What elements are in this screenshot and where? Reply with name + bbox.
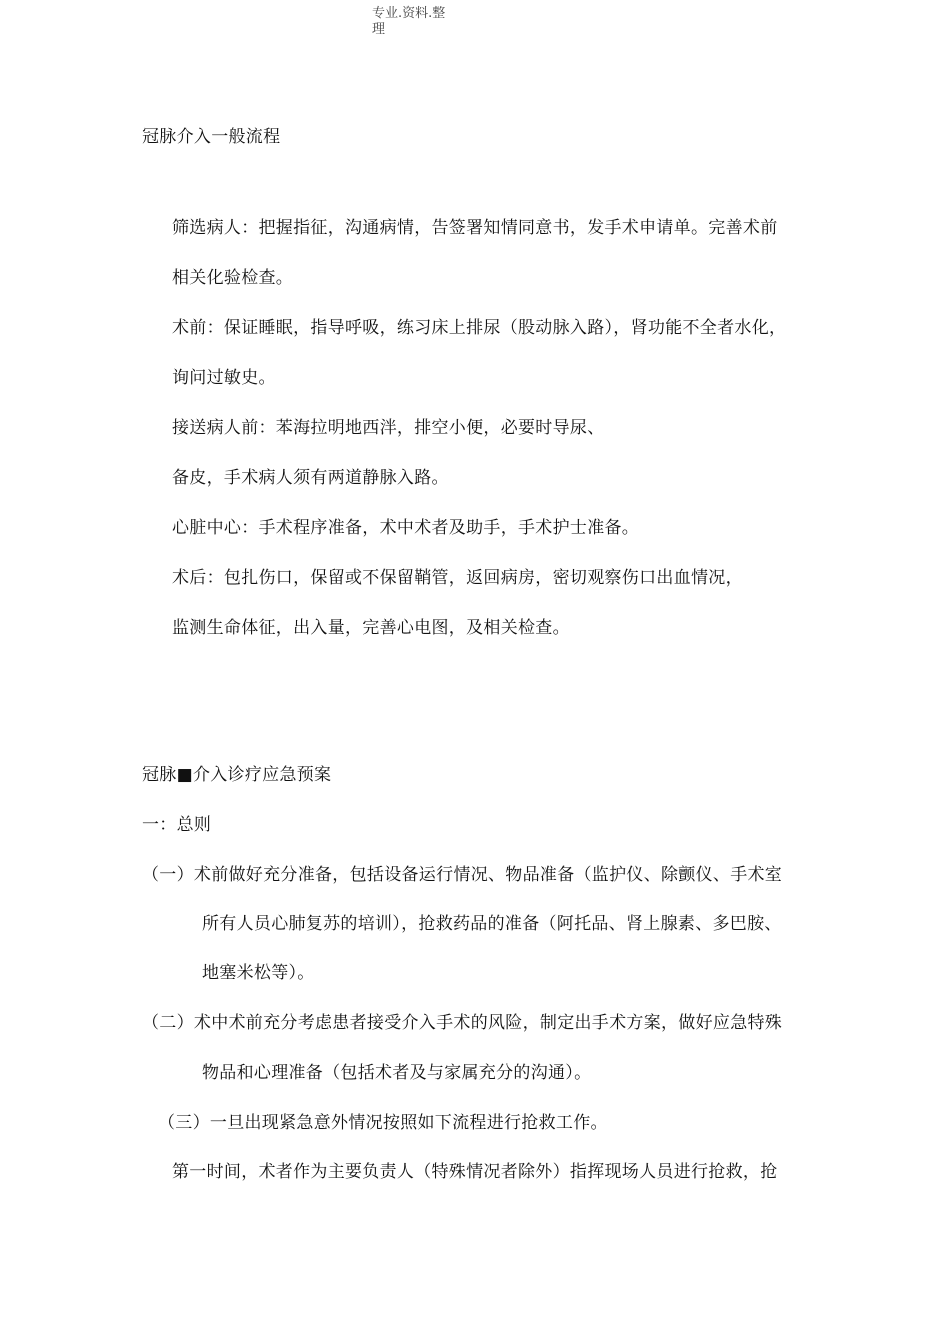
paragraph-line: 备皮，手术病人须有两道静脉入路。 (172, 468, 449, 488)
paragraph-line: 接送病人前：苯海拉明地西泮，排空小便，必要时导尿、 (172, 418, 605, 438)
paragraph-line: （三）一旦出现紧急意外情况按照如下流程进行抢救工作。 (158, 1113, 608, 1133)
paragraph-line: 物品和心理准备（包括术者及与家属充分的沟通）。 (202, 1063, 592, 1083)
paragraph-line: （二）术中术前充分考虑患者接受介入手术的风险，制定出手术方案，做好应急特殊 (142, 1013, 783, 1033)
paragraph-line: 地塞米松等）。 (202, 963, 315, 983)
subsection-heading: 一：总则 (142, 815, 212, 835)
paragraph-line: 所有人员心肺复苏的培训），抢救药品的准备（阿托品、肾上腺素、多巴胺、 (202, 914, 782, 934)
paragraph-line: 术前：保证睡眠，指导呼吸，练习床上排尿（股动脉入路），肾功能不全者水化， (172, 318, 787, 338)
paragraph-line: 相关化验检查。 (172, 268, 294, 288)
paragraph-line: 术后：包扎伤口，保留或不保留鞘管，返回病房，密切观察伤口出血情况， (172, 568, 743, 588)
section-title: 冠脉■介入诊疗应急预案 (142, 765, 332, 785)
paragraph-line: 第一时间，术者作为主要负责人（特殊情况者除外）指挥现场人员进行抢救，抢 (172, 1162, 778, 1182)
paragraph-line: （一）术前做好充分准备，包括设备运行情况、物品准备（监护仪、除颤仪、手术室 (142, 865, 783, 885)
section-title: 冠脉介入一般流程 (142, 127, 281, 147)
paragraph-line: 询问过敏史。 (172, 368, 276, 388)
paragraph-line: 筛选病人：把握指征，沟通病情，告签署知情同意书，发手术申请单。完善术前 (172, 218, 778, 238)
paragraph-line: 监测生命体征，出入量，完善心电图，及相关检查。 (172, 618, 570, 638)
header-line-1: 专业.资料.整 (372, 6, 446, 21)
paragraph-line: 心脏中心：手术程序准备，术中术者及助手，手术护士准备。 (172, 518, 640, 538)
header-line-2: 理 (372, 22, 386, 37)
